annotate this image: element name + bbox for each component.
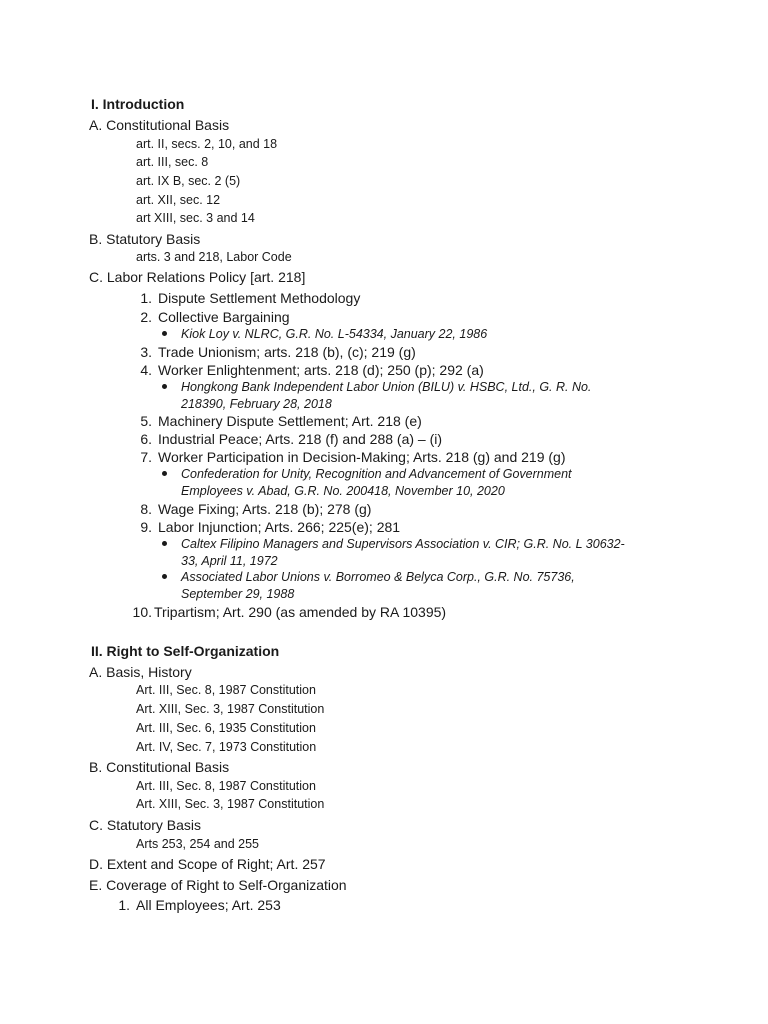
item-number: 7.: [140, 449, 152, 465]
item-text: Wage Fixing; Arts. 218 (b); 278 (g): [158, 501, 372, 517]
numbered-item: [130, 291, 360, 305]
bullet-icon: [162, 384, 167, 389]
section-heading-introduction: I. Introduction: [91, 96, 185, 112]
item-number: 3.: [140, 344, 152, 360]
reference-line: Art. III, Sec. 8, 1987 Constitution: [136, 779, 316, 793]
subheading-statutory-basis: B. Statutory Basis: [89, 231, 201, 247]
numbered-item: [130, 520, 400, 534]
item-number: 2.: [140, 309, 152, 325]
case-citation-continuation: Employees v. Abad, G.R. No. 200418, November 10, 2020: [181, 484, 505, 498]
item-text: Machinery Dispute Settlement; Art. 218 (e): [158, 413, 422, 429]
reference-line: arts. 3 and 218, Labor Code: [136, 250, 292, 264]
reference-line: art. IX B, sec. 2 (5): [136, 174, 241, 188]
bullet-icon: [162, 471, 167, 476]
subheading-coverage: E. Coverage of Right to Self-Organization: [89, 877, 347, 893]
bullet-icon: [162, 331, 167, 336]
numbered-item: [108, 898, 281, 912]
subheading-labor-relations-policy: C. Labor Relations Policy [art. 218]: [89, 269, 306, 285]
case-citation-continuation: 218390, February 28, 2018: [181, 397, 332, 411]
item-text: Worker Enlightenment; arts. 218 (d); 250 (p); 292 (a): [158, 362, 484, 378]
item-number: 6.: [140, 431, 152, 447]
item-text: Worker Participation in Decision-Making; Arts. 218 (g) and 219 (g): [158, 449, 566, 465]
item-text: Tripartism; Art. 290 (as amended by RA 10395): [154, 604, 447, 620]
numbered-item: [130, 450, 565, 464]
subheading-constitutional-basis: A. Constitutional Basis: [89, 117, 230, 133]
case-citation: Kiok Loy v. NLRC, G.R. No. L-54334, January 22, 1986: [181, 327, 488, 341]
item-text: Collective Bargaining: [158, 309, 290, 325]
subheading-basis-history: A. Basis, History: [89, 664, 192, 680]
numbered-item: [130, 363, 484, 377]
case-citation-continuation: September 29, 1988: [181, 587, 295, 601]
item-number: 8.: [140, 501, 152, 517]
item-text: Trade Unionism; arts. 218 (b), (c); 219 (g): [158, 344, 416, 360]
numbered-item: [130, 310, 290, 324]
item-number: 9.: [140, 519, 152, 535]
reference-line: Art. IV, Sec. 7, 1973 Constitution: [136, 740, 317, 754]
subheading-statutory-basis-2: C. Statutory Basis: [89, 817, 202, 833]
numbered-item: [130, 345, 416, 359]
reference-line: art. XII, sec. 12: [136, 193, 221, 207]
reference-line: Art. XIII, Sec. 3, 1987 Constitution: [136, 797, 325, 811]
numbered-item: [130, 502, 371, 516]
item-number: 5.: [140, 413, 152, 429]
item-number: 1.: [118, 897, 130, 913]
section-heading-right-to-self-organization: II. Right to Self-Organization: [91, 643, 280, 659]
item-text: Dispute Settlement Methodology: [158, 290, 361, 306]
item-text: Industrial Peace; Arts. 218 (f) and 288 (a) – (i): [158, 431, 443, 447]
bullet-icon: [162, 574, 167, 579]
case-citation: Associated Labor Unions v. Borromeo & Belyca Corp., G.R. No. 75736,: [181, 570, 575, 584]
subheading-constitutional-basis-2: B. Constitutional Basis: [89, 759, 230, 775]
reference-line: Arts 253, 254 and 255: [136, 837, 260, 851]
reference-line: art. III, sec. 8: [136, 155, 209, 169]
reference-line: Art. XIII, Sec. 3, 1987 Constitution: [136, 702, 325, 716]
reference-line: Art. III, Sec. 6, 1935 Constitution: [136, 721, 316, 735]
subheading-extent-and-scope: D. Extent and Scope of Right; Art. 257: [89, 856, 326, 872]
item-number: 10.: [132, 604, 152, 620]
item-number: 1.: [140, 290, 152, 306]
numbered-item: [130, 605, 446, 619]
case-citation: Confederation for Unity, Recognition and Advancement of Government: [181, 467, 572, 481]
numbered-item: [130, 414, 422, 428]
reference-line: Art. III, Sec. 8, 1987 Constitution: [136, 683, 316, 697]
case-citation: Caltex Filipino Managers and Supervisors Association v. CIR; G.R. No. L 30632-: [181, 537, 625, 551]
item-text: All Employees; Art. 253: [136, 897, 281, 913]
item-number: 4.: [140, 362, 152, 378]
numbered-item: [130, 432, 442, 446]
reference-line: art. II, secs. 2, 10, and 18: [136, 137, 278, 151]
bullet-icon: [162, 541, 167, 546]
reference-line: art XIII, sec. 3 and 14: [136, 211, 255, 225]
case-citation-continuation: 33, April 11, 1972: [181, 554, 278, 568]
case-citation: Hongkong Bank Independent Labor Union (BILU) v. HSBC, Ltd., G. R. No.: [181, 380, 592, 394]
item-text: Labor Injunction; Arts. 266; 225(e); 281: [158, 519, 401, 535]
